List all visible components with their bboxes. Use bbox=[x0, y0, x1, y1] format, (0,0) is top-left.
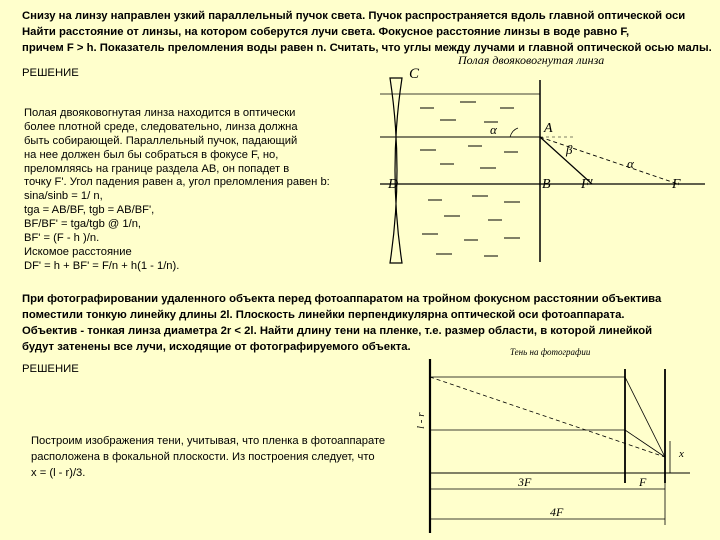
dashed-ray bbox=[430, 377, 665, 457]
problem2-line-1: При фотографировании удаленного объекта перед фотоаппаратом на тройном фокусном расстоянии объектива bbox=[22, 293, 662, 305]
solution1-line-5: преломляясь на границе раздела AB, он попадет в bbox=[24, 162, 290, 175]
problem1-line-1: Снизу на линзу направлен узкий параллельный пучок света. Пучок распространяется вдоль главной оптической оси bbox=[22, 10, 686, 22]
label-c: C bbox=[409, 66, 420, 82]
solution1-line-11: Искомое расстояние bbox=[24, 245, 132, 258]
solution2-line-3: x = (l - r)/3. bbox=[31, 467, 86, 479]
problem1-line-3: причем F > h. Показатель преломления воды равен n. Считать, что углы между лучами и главной оптической осью малы. bbox=[22, 42, 712, 54]
solution1-line-9: BF/BF' = tga/tgb @ 1/n, bbox=[24, 218, 142, 231]
label-f2: F bbox=[639, 475, 647, 489]
problem2-line-3: Объектив - тонкая линза диаметра 2r < 2l. Найти длину тени на пленке, т.е. размер области, в которой линейкой bbox=[22, 325, 653, 337]
lens-diagram-title: Полая двояковогнутая линза bbox=[458, 53, 605, 67]
shadow-diagram bbox=[390, 343, 710, 540]
label-f-prime: F' bbox=[581, 177, 593, 192]
label-alpha-2: α bbox=[627, 156, 634, 171]
label-alpha: α bbox=[490, 122, 497, 137]
converging-ray-1 bbox=[625, 377, 665, 457]
dashed-ray-to-f bbox=[540, 137, 678, 184]
alpha-arc bbox=[510, 128, 518, 137]
label-d: D bbox=[388, 177, 399, 192]
label-l-minus-r: l - r bbox=[415, 412, 427, 429]
solution1-line-2: более плотной среде, следовательно, линза должна bbox=[24, 120, 298, 133]
solution1-line-10: BF' = (F - h )/n. bbox=[24, 232, 100, 245]
solution1-line-4: на нее должен был бы собраться в фокусе F, но, bbox=[24, 148, 279, 161]
solution1-line-8: tga = AB/BF, tgb = AB/BF', bbox=[24, 204, 155, 217]
label-4f: 4F bbox=[550, 505, 564, 519]
label-beta: β bbox=[566, 142, 573, 157]
problem2-line-4: будут затенены все лучи, исходящие от фотографируемого объекта. bbox=[22, 341, 411, 353]
solution1-label: РЕШЕНИЕ bbox=[22, 67, 79, 79]
solution1-line-1: Полая двояковогнутая линза находится в оптически bbox=[24, 107, 296, 119]
shadow-diagram-title: Тень на фотографии bbox=[510, 347, 591, 357]
converging-ray-2 bbox=[625, 430, 665, 457]
label-x: x bbox=[679, 448, 684, 460]
problem1-statement bbox=[22, 8, 720, 56]
solution1-line-3: быть собирающей. Параллельный пучок, падающий bbox=[24, 134, 298, 147]
problem2-line-2: поместили тонкую линейку длины 2l. Плоскость линейки перпендикулярна оптической оси фотоаппарата. bbox=[22, 309, 625, 321]
lens-diagram bbox=[380, 50, 720, 270]
label-a: A bbox=[544, 121, 553, 136]
water-marks bbox=[420, 102, 520, 256]
concave-lens bbox=[390, 78, 402, 263]
problem1-line-2: Найти расстояние от линзы, на котором соберутся лучи света. Фокусное расстояние линзы в воде равно F, bbox=[22, 26, 630, 38]
label-3f: 3F bbox=[518, 475, 532, 489]
solution2-text bbox=[31, 433, 385, 481]
solution2-line-1: Построим изображения тени, учитывая, что пленка в фотоаппарате bbox=[31, 435, 386, 447]
label-b: B bbox=[542, 177, 551, 192]
solution1-text bbox=[24, 107, 330, 274]
solution1-line-7: sina/sinb = 1/ n, bbox=[24, 190, 103, 203]
solution2-line-2: расположена в фокальной плоскости. Из построения следует, что bbox=[31, 451, 375, 463]
solution2-label: РЕШЕНИЕ bbox=[22, 363, 79, 375]
solution1-line-12: DF' = h + BF' = F/n + h(1 - 1/n). bbox=[24, 259, 180, 272]
solution1-line-6: точку F'. Угол падения равен a, угол преломления равен b: bbox=[24, 176, 330, 189]
label-f: F bbox=[672, 177, 681, 192]
